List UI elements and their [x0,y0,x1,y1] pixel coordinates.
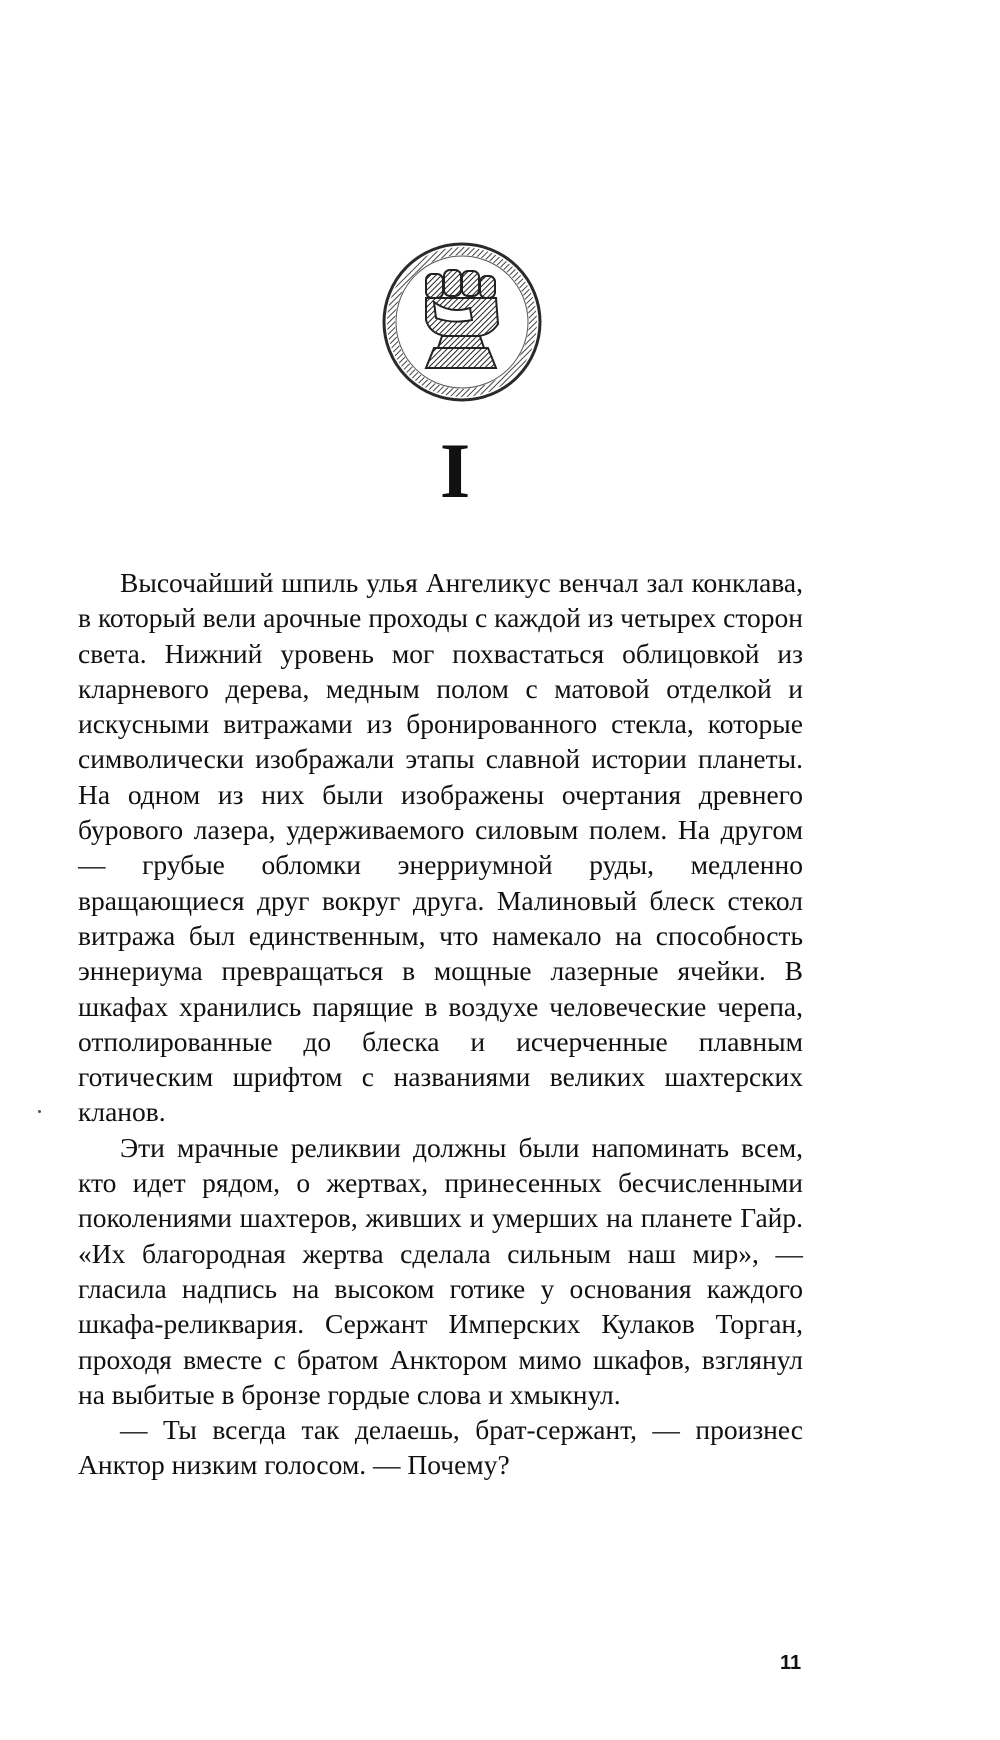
fist-emblem-icon [380,240,544,404]
chapter-number: I [439,427,471,514]
paragraph: Высочайший шпиль улья Ангеликус венчал зал конклава, в который вели арочные проходы с каждой из четырех сторон света. Нижний уровень мог похвастаться облицовкой из кларневого дерева, медным полом с матовой отделкой и искусными витражами из бронированного стекла, которые символически изображали этапы славной истории планеты. На одном из них были изображены очертания древнего бурового лазера, удерживаемого силовым полем. На другом — грубые обломки энерриумной руды, медленно вращающиеся друг вокруг друга. Малиновый блеск стекол витража был единственным, что намекало на способность эннериума превращаться в мощные лазерные ячейки. В шкафах хранились парящие в воздухе человеческие черепа, отполированные до блеска и исчерченные плавным готическим шрифтом с названиями великих шахтерских кланов. [78,567,803,1128]
page-number: 11 [780,1652,802,1674]
paragraph: Эти мрачные реликвии должны были напоминать всем, кто идет рядом, о жертвах, принесенных бесчисленными поколениями шахтеров, живших и умерших на планете Гайр. «Их благородная жертва сделала сильным наш мир», — гласила надпись на высоком готике у основания каждого шкафа-реликвария. Сержант Имперских Кулаков Торган, проходя вместе с братом Анктором мимо шкафов, взглянул на выбитые в бронзе гордые слова и хмыкнул. [78,1131,803,1410]
body-text [78,565,803,1483]
scan-artifact [38,1110,41,1113]
paragraph: — Ты всегда так делаешь, брат-сержант, — произнес Анктор низким голосом. — Почему? [78,1414,803,1481]
